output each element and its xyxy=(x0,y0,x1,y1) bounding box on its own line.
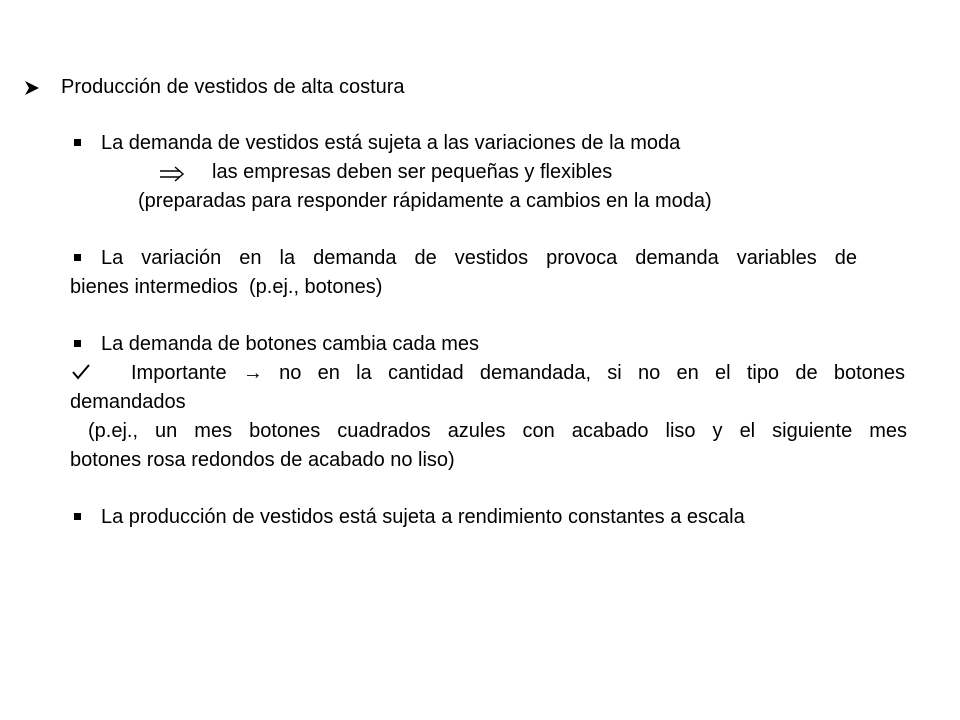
bullet-1-parenthetical: (preparadas para responder rápidamente a cambios en la moda) xyxy=(138,190,712,212)
check-line-1: Importante → no en la cantidad demandada, si no en el tipo de botones xyxy=(131,362,905,384)
bullet-4-text: La producción de vestidos está sujeta a rendimiento constantes a escala xyxy=(101,506,745,528)
square-bullet-icon xyxy=(74,513,81,520)
square-bullet-icon xyxy=(74,340,81,347)
check-icon xyxy=(72,364,90,380)
square-bullet-icon xyxy=(74,254,81,261)
implies-text: las empresas deben ser pequeñas y flexibles xyxy=(212,161,613,183)
check-line-2: demandados xyxy=(70,391,186,413)
example-line-1: (p.ej., un mes botones cuadrados azules con acabado liso y el siguiente mes xyxy=(88,420,907,442)
bullet-1-text: La demanda de vestidos está sujeta a las variaciones de la moda xyxy=(101,132,681,154)
bullet-3-text: La demanda de botones cambia cada mes xyxy=(101,333,480,355)
bullet-2-line-1: La variación en la demanda de vestidos provoca demanda variables de xyxy=(101,247,857,269)
arrow-bullet-icon xyxy=(24,80,40,96)
heading: Producción de vestidos de alta costura xyxy=(61,76,405,98)
bullet-2-line-2: bienes intermedios (p.ej., botones) xyxy=(70,276,383,298)
example-line-2: botones rosa redondos de acabado no liso) xyxy=(70,449,455,471)
implies-arrow-icon xyxy=(159,166,185,182)
square-bullet-icon xyxy=(74,139,81,146)
